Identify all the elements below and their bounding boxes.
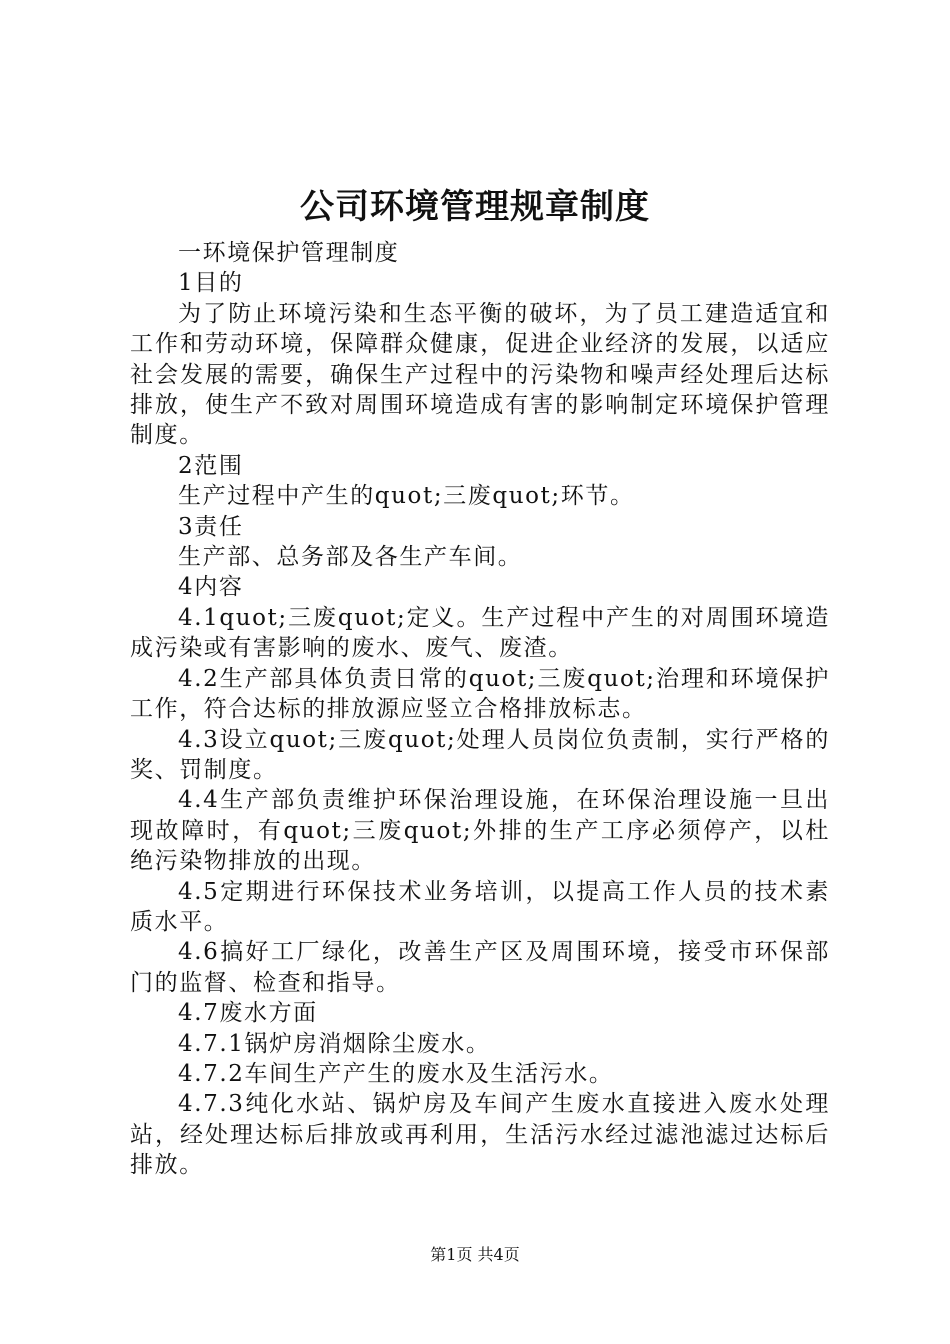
paragraph: 4.6搞好工厂绿化，改善生产区及周围环境，接受市环保部门的监督、检查和指导。: [130, 939, 830, 996]
paragraph: 4.7.3纯化水站、锅炉房及车间产生废水直接进入废水处理站，经处理达标后排放或再利用，生活污水经过滤池滤过达标后排放。: [130, 1091, 830, 1179]
subsection-heading: 4.7废水方面: [178, 1000, 318, 1027]
subsection-heading: 3责任: [178, 513, 244, 540]
subsection-heading: 2范围: [178, 452, 244, 479]
paragraph: 4.2生产部具体负责日常的quot;三废quot;治理和环境保护工作，符合达标的排放源应竖立合格排放标志。: [130, 665, 830, 723]
paragraph: 4.5定期进行环保技术业务培训，以提高工作人员的技术素质水平。: [130, 878, 830, 935]
paragraph: 4.7.2车间生产产生的废水及生活污水。: [178, 1060, 614, 1087]
document-title: 公司环境管理规章制度: [300, 187, 650, 227]
subsection-heading: 1目的: [178, 270, 244, 297]
paragraph: 4.4生产部负责维护环保治理设施，在环保治理设施一旦出现故障时，有quot;三废quot;外排的生产工序必须停产，以杜绝污染物排放的出现。: [130, 787, 830, 875]
document-body: [130, 238, 830, 1181]
paragraph: 生产部、总务部及各生产车间。: [178, 544, 523, 571]
section-heading: 一环境保护管理制度: [178, 240, 400, 266]
paragraph: 生产过程中产生的quot;三废quot;环节。: [178, 483, 635, 510]
paragraph: 为了防止环境污染和生态平衡的破坏，为了员工建造适宜和工作和劳动环境，保障群众健康，促进企业经济的发展，以适应社会发展的需要，确保生产过程中的污染物和噪声经处理后达标排放，使生产不致对周围环境造成有害的影响制定环境保护管理制度。: [130, 300, 830, 449]
page-number: 第1页 共4页: [430, 1245, 520, 1264]
paragraph: 4.7.1锅炉房消烟除尘废水。: [178, 1030, 491, 1057]
paragraph: 4.3设立quot;三废quot;处理人员岗位负责制，实行严格的奖、罚制度。: [130, 726, 830, 783]
subsection-heading: 4内容: [178, 574, 244, 601]
paragraph: 4.1quot;三废quot;定义。生产过程中产生的对周围环境造成污染或有害影响的废水、废气、废渣。: [130, 604, 830, 662]
